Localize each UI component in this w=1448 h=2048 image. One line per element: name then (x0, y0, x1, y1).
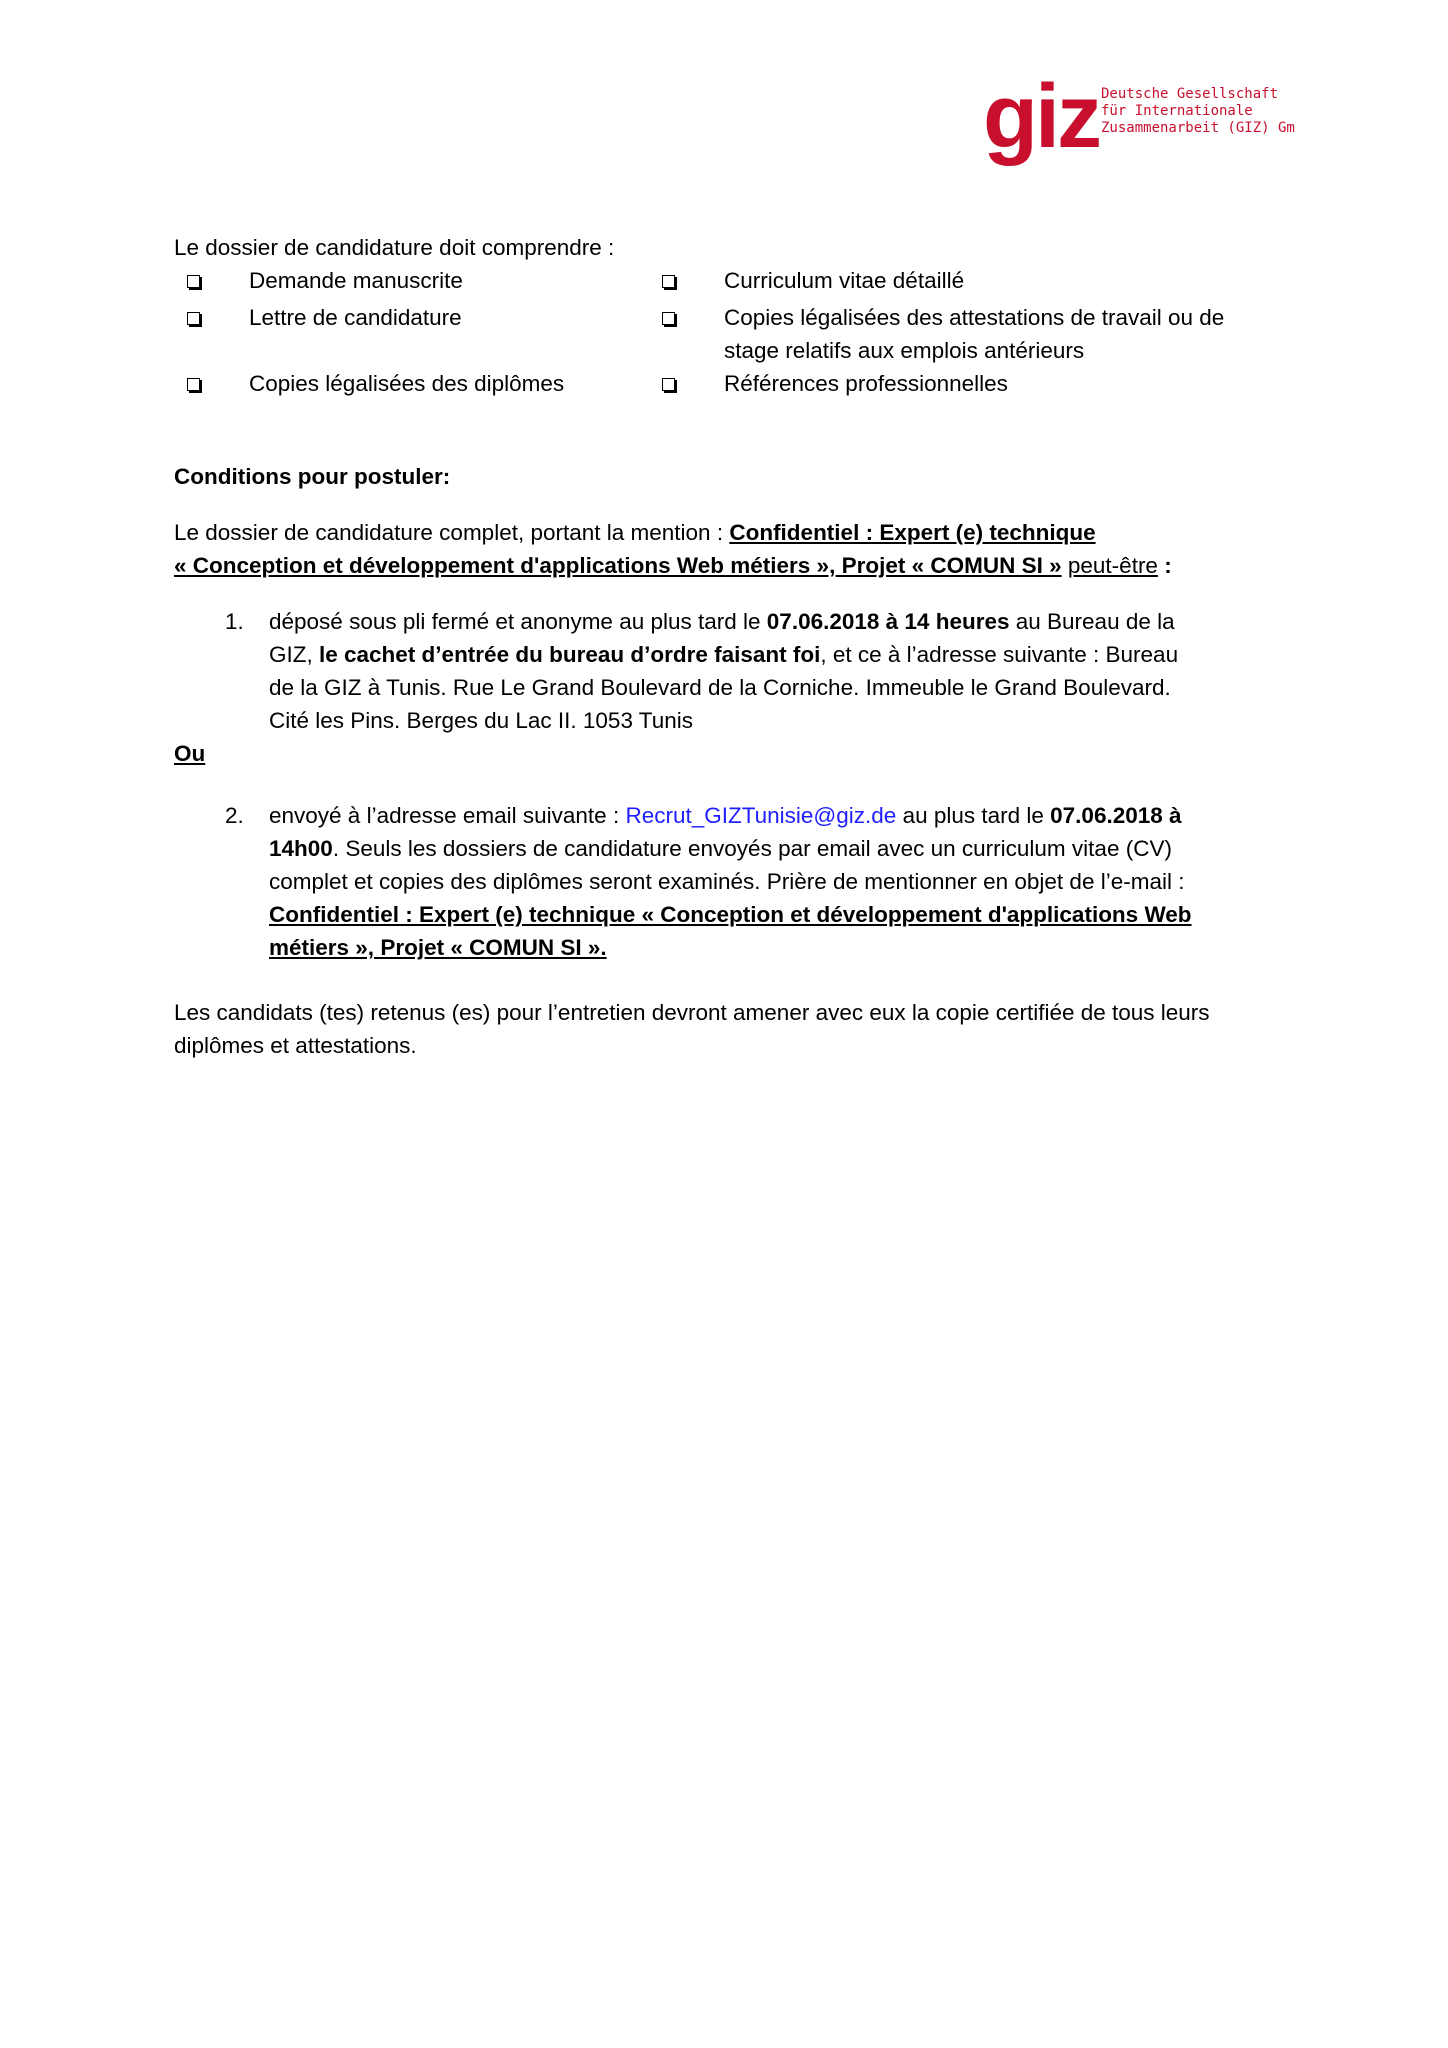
text-run: , et ce à l’adresse suivante : Bureau (820, 642, 1179, 667)
checklist-item: Références professionnelles (724, 371, 1008, 396)
checklist-item: Demande manuscrite (249, 268, 463, 293)
checklist-item: Curriculum vitae détaillé (724, 268, 965, 293)
checkbox-icon (187, 312, 200, 325)
logo-org-line: für Internationale (1101, 103, 1253, 119)
checkbox-icon (662, 312, 675, 325)
checkbox-icon (662, 378, 675, 391)
mention-title: Confidentiel : Expert (e) technique (729, 520, 1096, 545)
option-2-line (269, 832, 1172, 865)
checkbox-icon (187, 378, 200, 391)
logo-org-name (1101, 86, 1295, 137)
option-1-line (269, 638, 1178, 671)
option-2-line: complet et copies des diplômes seront examinés. Prière de mentionner en objet de l’e-mail : (269, 869, 1185, 894)
option-1-line (269, 605, 1175, 638)
logo-wordmark: giz (983, 67, 1099, 167)
mention-line-2 (174, 549, 1172, 582)
deadline-time: 14h00 (269, 836, 333, 861)
email-subject: Confidentiel : Expert (e) technique « Conception et développement d'applications Web (269, 902, 1192, 927)
checkbox-icon (187, 275, 200, 288)
text-run: GIZ, (269, 642, 319, 667)
mention-prefix: Le dossier de candidature complet, portant la mention : (174, 520, 730, 545)
checklist-item: Lettre de candidature (249, 305, 462, 330)
checklist-item-continued: stage relatifs aux emplois antérieurs (724, 338, 1085, 363)
closing-line: diplômes et attestations. (174, 1033, 417, 1058)
text-run: . Seuls les dossiers de candidature envoyés par email avec un curriculum vitae (CV) (332, 836, 1172, 861)
checkbox-icon (662, 275, 675, 288)
text-run: au Bureau de la (1009, 609, 1175, 634)
option-2-line (269, 799, 1182, 832)
mention-peut-etre: peut-être (1067, 553, 1158, 578)
mention-colon: : (1157, 553, 1172, 578)
conditions-heading: Conditions pour postuler: (174, 464, 451, 489)
deadline-text: 07.06.2018 à 14 heures (766, 609, 1010, 634)
mention-title-continued: « Conception et développement d'applications Web métiers », Projet « COMUN SI » (174, 553, 1062, 578)
logo-org-line: Zusammenarbeit (GIZ) Gm (1101, 120, 1295, 136)
or-label: Ou (174, 741, 206, 766)
deadline-text: 07.06.2018 à (1050, 803, 1182, 828)
list-number: 2. (225, 803, 244, 828)
text-run: envoyé à l’adresse email suivante : (269, 803, 626, 828)
text-run: déposé sous pli fermé et anonyme au plus tard le (269, 609, 767, 634)
option-1-line: de la GIZ à Tunis. Rue Le Grand Boulevard de la Corniche. Immeuble le Grand Boulevard. (269, 675, 1171, 700)
logo-org-line: Deutsche Gesellschaft (1101, 86, 1279, 102)
checklist-item: Copies légalisées des diplômes (249, 371, 565, 396)
list-number: 1. (225, 609, 244, 634)
stamp-note: le cachet d’entrée du bureau d’ordre faisant foi (319, 642, 821, 667)
text-run: au plus tard le (896, 803, 1051, 828)
option-1-line: Cité les Pins. Berges du Lac II. 1053 Tunis (269, 708, 693, 733)
checklist-item: Copies légalisées des attestations de travail ou de (724, 305, 1225, 330)
intro-text: Le dossier de candidature doit comprendre : (174, 235, 615, 260)
closing-line: Les candidats (tes) retenus (es) pour l’entretien devront amener avec eux la copie certifiée de tous leurs (174, 1000, 1210, 1025)
mention-line (174, 516, 1096, 549)
giz-logo (983, 67, 1303, 167)
email-link[interactable]: Recrut_GIZTunisie@giz.de (625, 803, 897, 828)
email-subject-continued: métiers », Projet « COMUN SI ». (269, 935, 607, 960)
